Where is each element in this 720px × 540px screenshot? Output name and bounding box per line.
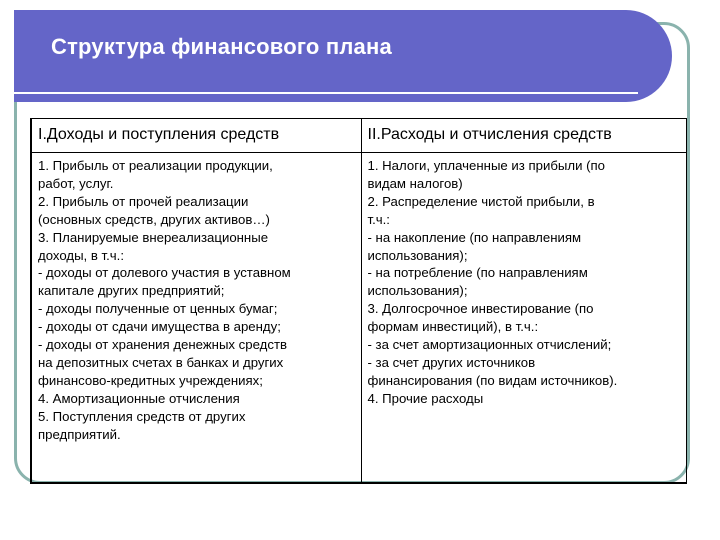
income-line: 1. Прибыль от реализации продукции, (38, 158, 273, 173)
header-income: I.Доходы и поступления средств (31, 119, 361, 153)
income-line: - доходы от сдачи имущества в аренду; (38, 319, 281, 335)
expense-line: финансирования (по видам источников). (367, 372, 618, 388)
income-line: 5. Поступления средств от других (38, 408, 246, 424)
income-line: - доходы от долевого участия в уставном (38, 265, 291, 281)
expense-line: т.ч.: (367, 211, 390, 227)
expense-line: - на потребление (по направлениям (367, 265, 588, 281)
income-line: 3. Планируемые внереализационные (38, 229, 269, 245)
finance-plan-table (30, 118, 687, 484)
income-line: - доходы от хранения денежных средств (38, 337, 287, 353)
income-line: на депозитных счетах в банках и других (38, 354, 284, 370)
expenses-cell (361, 153, 686, 483)
expense-line: использования); (367, 247, 468, 263)
income-cell (31, 153, 361, 483)
header-expenses: II.Расходы и отчисления средств (361, 119, 686, 153)
expense-line: 4. Прочие расходы (367, 390, 484, 406)
banner-divider (14, 92, 638, 94)
expense-line: 3. Долгосрочное инвестирование (по (367, 301, 594, 317)
income-line: работ, услуг. (38, 175, 114, 191)
income-line: - доходы полученные от ценных бумаг; (38, 301, 278, 317)
expense-line: - на накопление (по направлениям (367, 229, 582, 245)
expense-line: - за счет других источников (367, 354, 536, 370)
expense-line: 1. Налоги, уплаченные из прибыли (по (367, 158, 605, 173)
expense-line: - за счет амортизационных отчислений; (367, 337, 612, 353)
slide-title: Структура финансового плана (51, 34, 392, 59)
income-line: капитале других предприятий; (38, 283, 225, 299)
expense-line: 2. Распределение чистой прибыли, в (367, 193, 595, 209)
table-header-row (31, 119, 686, 153)
expense-line: видам налогов) (367, 175, 463, 191)
income-line: (основных средств, других активов…) (38, 211, 270, 227)
expense-line: использования); (367, 283, 468, 299)
income-line: финансово-кредитных учреждениях; (38, 372, 263, 388)
table-row (31, 153, 686, 483)
expense-line: формам инвестиций), в т.ч.: (367, 319, 539, 335)
income-line: 4. Амортизационные отчисления (38, 390, 240, 406)
income-line: 2. Прибыль от прочей реализации (38, 193, 249, 209)
title-banner (14, 10, 672, 102)
income-line: предприятий. (38, 426, 121, 442)
income-line: доходы, в т.ч.: (38, 247, 124, 263)
